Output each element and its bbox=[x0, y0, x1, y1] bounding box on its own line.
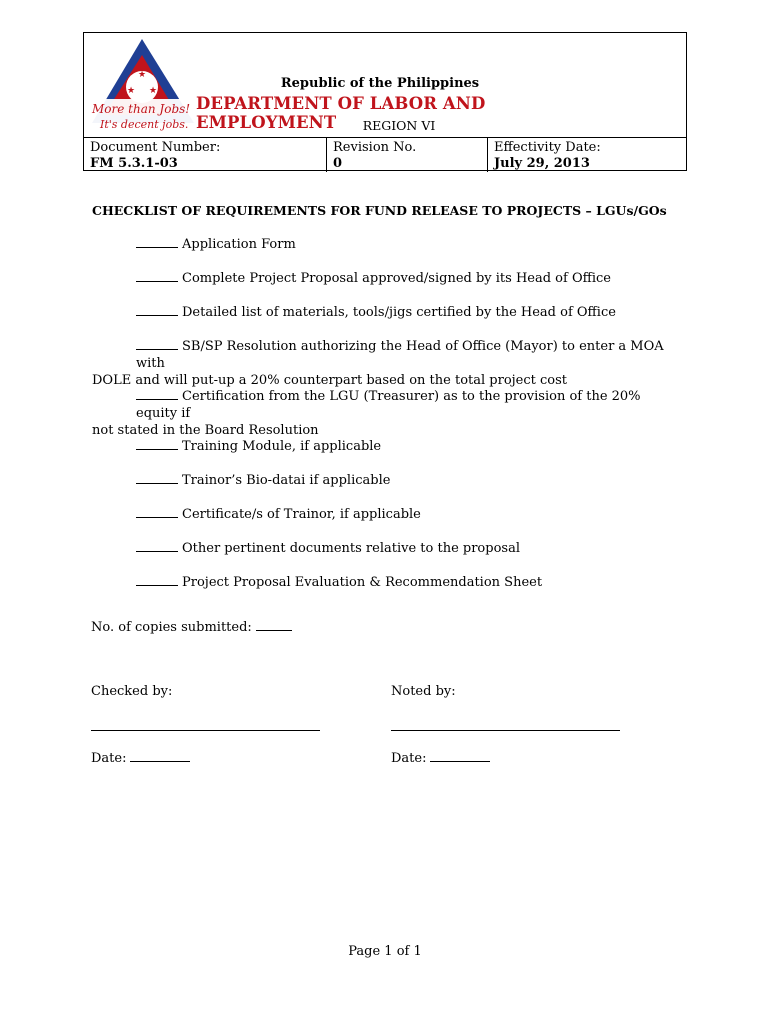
date-label: Date: bbox=[91, 751, 127, 766]
region-text: REGION VI bbox=[362, 118, 436, 133]
copies-submitted bbox=[91, 620, 292, 635]
effectivity-label: Effectivity Date: bbox=[494, 140, 601, 155]
checklist-item bbox=[92, 338, 676, 388]
noted-by-label: Noted by: bbox=[391, 684, 456, 699]
checked-by-label: Checked by: bbox=[91, 684, 173, 699]
item-text: SB/SP Resolution authorizing the Head of Office (Mayor) to enter a MOA with bbox=[136, 339, 664, 371]
date-blank[interactable] bbox=[430, 751, 490, 762]
date-label: Date: bbox=[391, 751, 427, 766]
checklist-item bbox=[136, 540, 676, 574]
revision-label: Revision No. bbox=[333, 140, 417, 155]
svg-text:★: ★ bbox=[148, 86, 158, 96]
checklist-item bbox=[136, 506, 676, 540]
item-text: Detailed list of materials, tools/jigs certified by the Head of Office bbox=[182, 305, 616, 320]
checklist bbox=[92, 236, 676, 608]
svg-text:★: ★ bbox=[126, 86, 136, 96]
page-number: Page 1 of 1 bbox=[348, 944, 422, 959]
item-text: Certification from the LGU (Treasurer) as to the provision of the 20% equity if bbox=[136, 389, 641, 421]
checklist-item bbox=[136, 472, 676, 506]
effectivity-cell bbox=[488, 138, 686, 172]
department-title: DEPARTMENT OF LABOR AND EMPLOYMENT bbox=[196, 94, 486, 132]
item-text: Project Proposal Evaluation & Recommendation Sheet bbox=[182, 575, 543, 590]
check-blank[interactable] bbox=[136, 271, 178, 282]
republic-text: Republic of the Philippines bbox=[280, 76, 480, 91]
checklist-item bbox=[136, 574, 676, 608]
copies-blank[interactable] bbox=[256, 620, 292, 631]
effectivity-value: July 29, 2013 bbox=[494, 156, 590, 171]
item-text: Other pertinent documents relative to the proposal bbox=[182, 541, 520, 556]
document-info-table bbox=[84, 137, 686, 172]
noted-by-date bbox=[391, 751, 490, 766]
checklist-item bbox=[136, 438, 676, 472]
check-blank[interactable] bbox=[136, 473, 178, 484]
date-blank[interactable] bbox=[130, 751, 190, 762]
check-blank[interactable] bbox=[136, 541, 178, 552]
check-blank[interactable] bbox=[136, 339, 178, 350]
item-text: Trainor’s Bio-datai if applicable bbox=[182, 473, 391, 488]
doc-number-value: FM 5.3.1-03 bbox=[90, 156, 178, 171]
item-text: Training Module, if applicable bbox=[182, 439, 382, 454]
check-blank[interactable] bbox=[136, 439, 178, 450]
checklist-item bbox=[136, 270, 676, 304]
check-blank[interactable] bbox=[136, 237, 178, 248]
checked-by-date bbox=[91, 751, 190, 766]
item-text: Complete Project Proposal approved/signed by its Head of Office bbox=[182, 271, 611, 286]
item-text: Application Form bbox=[182, 237, 296, 252]
checklist-item bbox=[136, 236, 676, 270]
item-text-continued: DOLE and will put-up a 20% counterpart based on the total project cost bbox=[92, 373, 568, 388]
checklist-item bbox=[92, 388, 676, 438]
logo-tagline-2: It's decent jobs. bbox=[100, 118, 189, 131]
checked-by-signature-line[interactable] bbox=[91, 730, 320, 731]
noted-by-signature-line[interactable] bbox=[391, 730, 620, 731]
copies-label: No. of copies submitted: bbox=[91, 620, 252, 635]
item-text: Certificate/s of Trainor, if applicable bbox=[182, 507, 421, 522]
header-box bbox=[83, 32, 687, 171]
doc-number-cell bbox=[84, 138, 327, 172]
check-blank[interactable] bbox=[136, 575, 178, 586]
item-text-continued: not stated in the Board Resolution bbox=[92, 423, 319, 438]
logo-tagline-1: More than Jobs! bbox=[92, 102, 191, 116]
svg-text:★: ★ bbox=[137, 70, 147, 80]
doc-number-label: Document Number: bbox=[90, 140, 221, 155]
checklist-item bbox=[136, 304, 676, 338]
checklist-title: CHECKLIST OF REQUIREMENTS FOR FUND RELEASE TO PROJECTS – LGUs/GOs bbox=[92, 203, 667, 218]
check-blank[interactable] bbox=[136, 305, 178, 316]
check-blank[interactable] bbox=[136, 507, 178, 518]
revision-value: 0 bbox=[333, 156, 343, 171]
revision-cell bbox=[327, 138, 488, 172]
check-blank[interactable] bbox=[136, 389, 178, 400]
